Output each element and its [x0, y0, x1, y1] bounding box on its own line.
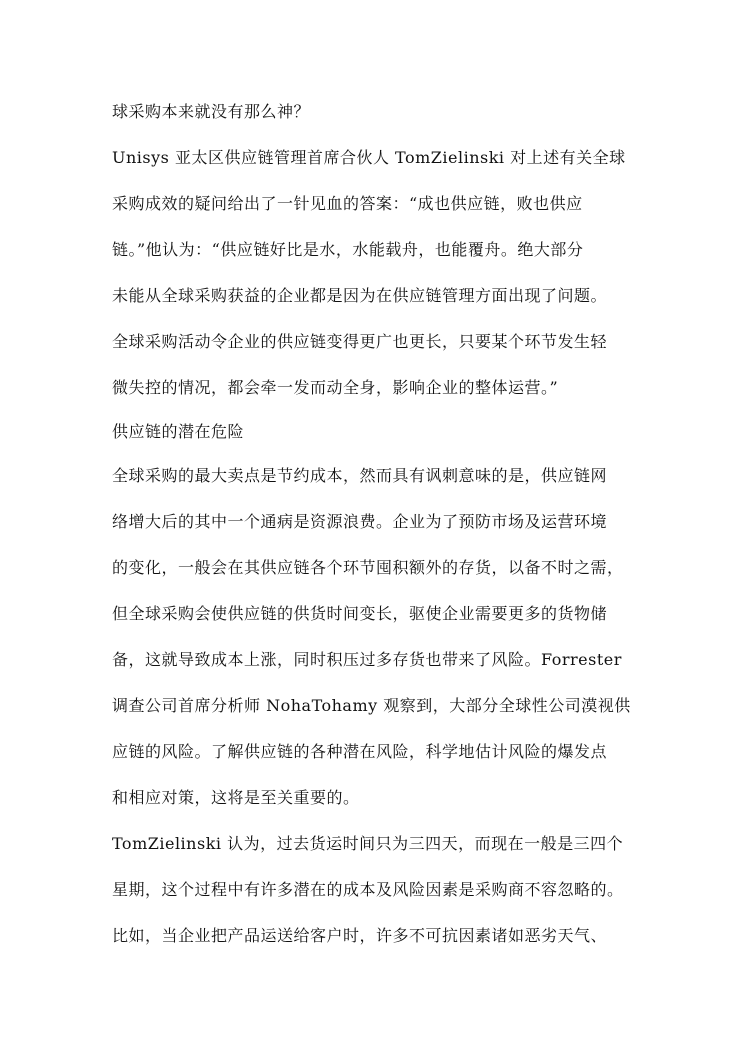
text-line-2: Unisys 亚太区供应链管理首席合伙人 TomZielinski 对上述有关全球 — [112, 148, 626, 167]
text-line-3: 采购成效的疑问给出了一针见血的答案：“成也供应链，败也供应 — [112, 194, 583, 213]
text-line-14: 调查公司首席分析师 NohaTohamy 观察到，大部分全球性公司漠视供 — [112, 696, 631, 715]
text-line-13: 备，这就导致成本上涨，同时积压过多存货也带来了风险。Forrester — [112, 650, 622, 669]
text-line-1: 球采购本来就没有那么神？ — [112, 102, 311, 121]
section-heading: 供应链的潜在危险 — [112, 422, 245, 441]
text-line-12: 但全球采购会使供应链的供货时间变长，驱使企业需要更多的货物储 — [112, 604, 608, 623]
text-line-15: 应链的风险。了解供应链的各种潜在风险，科学地估计风险的爆发点 — [112, 742, 608, 761]
text-line-17: TomZielinski 认为，过去货运时间只为三四天，而现在一般是三四个 — [112, 834, 624, 853]
text-line-19: 比如，当企业把产品运送给客户时，许多不可抗因素诸如恶劣天气、 — [112, 926, 608, 945]
text-line-4: 链。”他认为：“供应链好比是水，水能载舟，也能覆舟。绝大部分 — [112, 240, 584, 259]
text-line-11: 的变化，一般会在其供应链各个环节囤积额外的存货，以备不时之需， — [112, 558, 624, 577]
text-line-16: 和相应对策，这将是至关重要的。 — [112, 788, 360, 807]
text-line-7: 微失控的情况，都会牵一发而动全身，影响企业的整体运营。” — [112, 378, 559, 397]
text-line-10: 络增大后的其中一个通病是资源浪费。企业为了预防市场及运营环境 — [112, 512, 608, 531]
text-line-5: 未能从全球采购获益的企业都是因为在供应链管理方面出现了问题。 — [112, 286, 608, 305]
text-line-9: 全球采购的最大卖点是节约成本，然而具有讽刺意味的是，供应链网 — [112, 466, 608, 485]
text-line-6: 全球采购活动令企业的供应链变得更广也更长，只要某个环节发生轻 — [112, 332, 608, 351]
text-line-18: 星期，这个过程中有许多潜在的成本及风险因素是采购商不容忽略的。 — [112, 880, 624, 899]
